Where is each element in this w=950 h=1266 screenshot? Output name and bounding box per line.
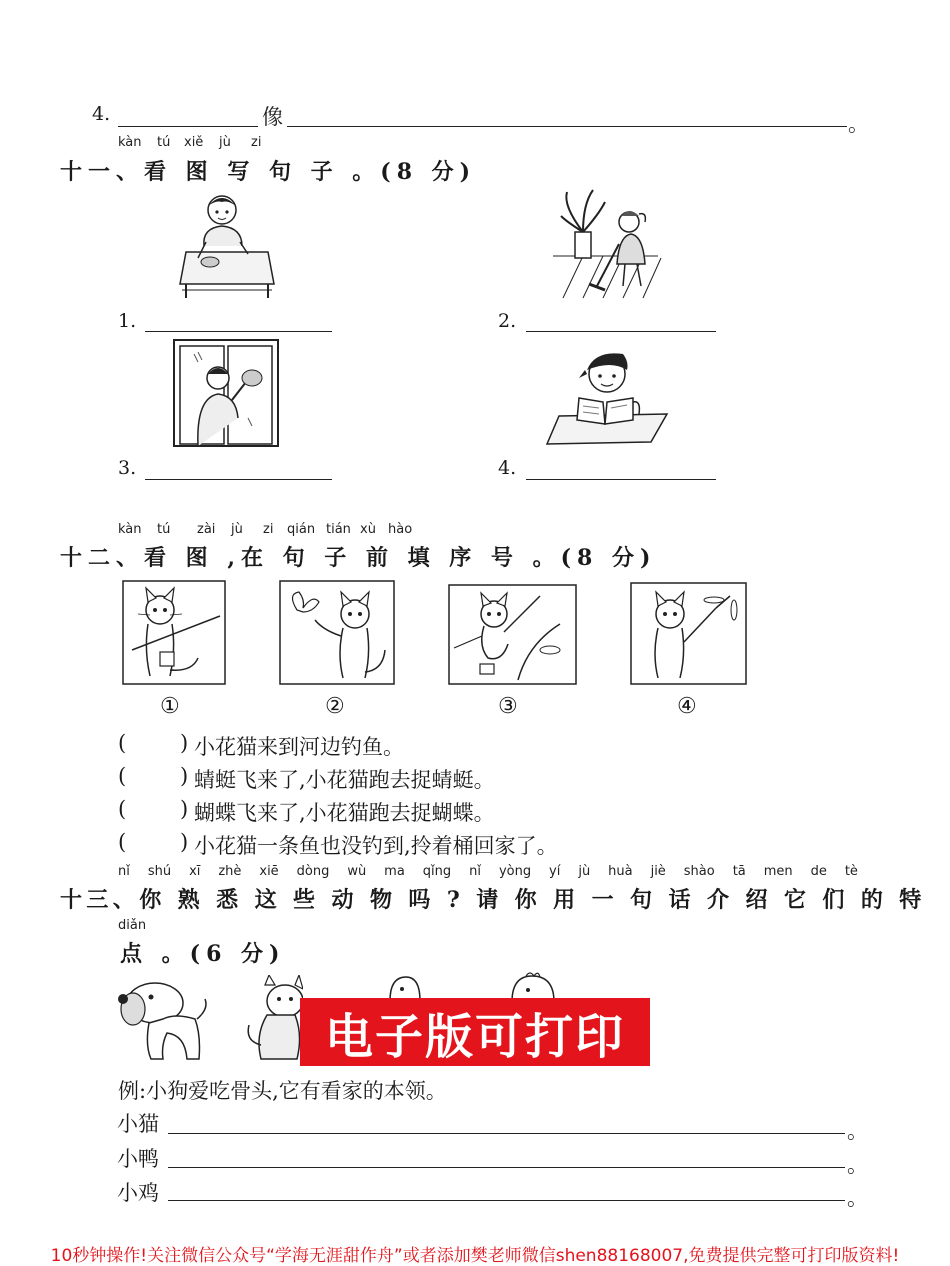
sec13-pinyin-9: nǐ [469,864,481,879]
q4-blank-1[interactable] [118,126,258,127]
sec13-pinyin-19: tè [844,864,858,879]
sec13-pinyin-row [118,864,858,879]
boy-wiping-table-picture [178,190,276,302]
sec13-pinyin-13: huà [608,864,633,879]
sec11-pinyin-2: xiě [184,135,204,150]
dog-picture [115,975,210,1063]
sec13-pinyin-1: shú [147,864,172,879]
sec13-pinyin-0: nǐ [118,864,130,879]
sec13-pinyin-dian: diǎn [118,918,147,933]
order-paren-open-1[interactable]: ( [118,731,127,755]
order-paren-open-4[interactable]: ( [118,830,127,854]
sec13-row-duck-end: 。 [847,1153,868,1177]
order-paren-open-3[interactable]: ( [118,797,127,821]
cat-label-3: ③ [498,694,518,719]
q4-mid-text: 像 [262,105,283,129]
sec11-item-3-number: 3. [118,457,137,479]
sec13-row-chick-blank[interactable] [168,1200,845,1201]
sec12-pinyin-5: qián [287,522,316,537]
sec11-pinyin-4: zi [251,135,262,150]
sec11-title: 十一、看 图 写 句 子 。(8 分) [60,159,477,185]
cat-picture-fishing-rod [122,580,226,685]
girl-sweeping-picture [553,186,663,302]
sec11-pinyin-1: tú [157,135,171,150]
sec13-pinyin-11: yí [549,864,561,879]
sec11-pinyin-0: kàn [118,135,142,150]
sec13-row-chick-end: 。 [847,1186,868,1210]
sec13-title-line2: 点 。(6 分) [120,941,286,967]
sec12-pinyin-7: xù [360,522,376,537]
sec13-row-label-cat: 小猫 [117,1112,159,1136]
sec11-item-1-blank[interactable] [145,331,332,332]
cat-label-2: ② [325,694,345,719]
sec12-pinyin-3: jù [231,522,243,537]
sec13-pinyin-18: de [810,864,827,879]
cat-picture-dragonfly [630,582,747,685]
sec12-pinyin-2: zài [197,522,216,537]
sec11-item-1-number: 1. [118,310,137,332]
sec13-pinyin-12: jù [578,864,591,879]
sec12-pinyin-6: tián [326,522,351,537]
sec11-item-4-blank[interactable] [526,479,716,480]
cat-animal-picture [245,975,303,1063]
sec13-pinyin-15: shào [683,864,715,879]
sec12-title: 十二、看 图 ,在 句 子 前 填 序 号 。(8 分) [60,545,657,571]
order-sentence-1: 小花猫来到河边钓鱼。 [194,735,404,759]
sec12-pinyin-0: kàn [118,522,142,537]
sec13-pinyin-5: dòng [296,864,330,879]
boy-reading-picture [545,350,671,446]
sec12-pinyin-4: zi [263,522,274,537]
sec13-row-label-duck: 小鸭 [117,1147,159,1171]
order-paren-open-2[interactable]: ( [118,764,127,788]
sec11-item-3-blank[interactable] [145,479,332,480]
watermark-banner: 电子版可打印 [300,998,650,1066]
sec13-row-label-chick: 小鸡 [117,1181,159,1205]
sec12-pinyin-8: hào [388,522,413,537]
sec11-item-2-blank[interactable] [526,331,716,332]
sec13-pinyin-14: jiè [650,864,666,879]
cat-picture-butterfly [279,580,395,685]
sec13-pinyin-8: qǐng [422,864,452,879]
cat-label-1: ① [160,694,180,719]
sec13-pinyin-2: xī [189,864,201,879]
sec13-pinyin-7: ma [384,864,405,879]
sec13-pinyin-10: yòng [498,864,532,879]
cat-picture-river [448,584,577,685]
q4-end: 。 [848,112,869,136]
order-paren-close-4: ) [180,830,189,854]
order-sentence-3: 蝴蝶飞来了,小花猫跑去捉蝴蝶。 [194,801,495,825]
order-sentence-4: 小花猫一条鱼也没钓到,拎着桶回家了。 [194,834,558,858]
sec13-pinyin-17: men [763,864,793,879]
sec12-pinyin-1: tú [157,522,171,537]
man-cleaning-window-picture [172,338,280,448]
order-paren-close-1: ) [180,731,189,755]
sec13-pinyin-4: xiē [259,864,279,879]
sec13-pinyin-3: zhè [218,864,242,879]
footer-promo-text: 10秒钟操作!关注微信公众号“学海无涯甜作舟”或者添加樊老师微信shen88168007,免费提供完整可打印版资料! [50,1245,900,1266]
sec13-title-line1: 十三、你 熟 悉 这 些 动 物 吗 ? 请 你 用 一 句 话 介 绍 它 们 的 特 [60,887,926,913]
sec11-pinyin-3: jù [219,135,231,150]
cat-label-4: ④ [677,694,697,719]
q4-blank-2[interactable] [287,126,847,127]
sec11-item-4-number: 4. [498,457,517,479]
sec13-row-cat-end: 。 [847,1119,868,1143]
sec13-row-cat-blank[interactable] [168,1133,845,1134]
order-paren-close-3: ) [180,797,189,821]
sec13-example: 例:小狗爱吃骨头,它有看家的本领。 [118,1079,447,1103]
q4-number: 4. [92,103,111,125]
sec11-item-2-number: 2. [498,310,517,332]
sec13-pinyin-16: tā [732,864,746,879]
sec13-row-duck-blank[interactable] [168,1167,845,1168]
order-sentence-2: 蜻蜓飞来了,小花猫跑去捉蜻蜓。 [194,768,495,792]
order-paren-close-2: ) [180,764,189,788]
sec13-pinyin-6: wù [347,864,367,879]
